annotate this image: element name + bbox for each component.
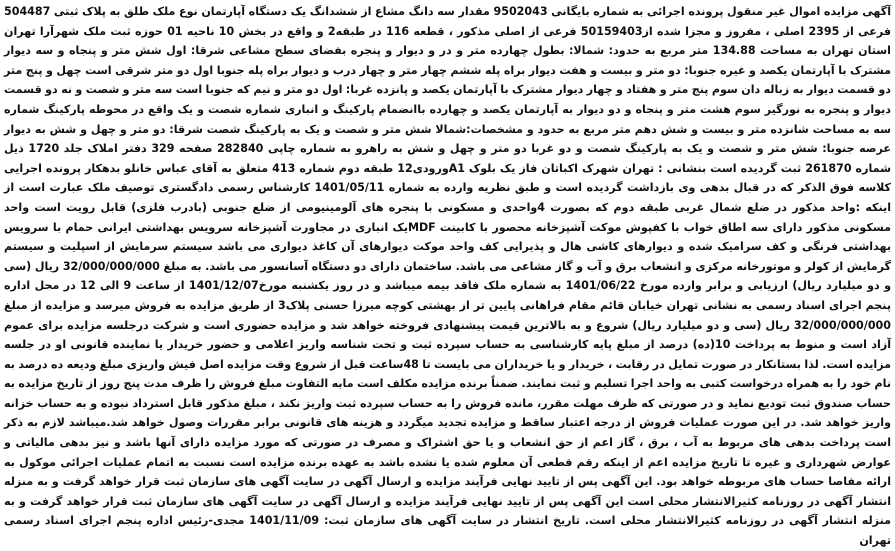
notice-body-text: آگهی مزایده اموال غیر منقول پرونده اجرائی به شماره بایگانی 9502043 مقدار سه دانگ مشاع از ششدانگ یک دستگاه آپارتمان نوع ملک طلق به پلاک ثبتی 504487 فرعی از 2395 اصلی ، مفروز و مجزا شده از50159403 فرعی از اصلی مذکور ، قطعه 116 در طبقه2 و واقع در بخش 10 ناحیه 01 حوزه ثبت ملک شهرآرا تهران استان تهران به مساحت 134.88 متر مربع به حدود: شمالا: بطول چهارده متر و در و دیوار و پنجره بفضای سطح مشاعی شرقا: اول شش متر و پنجاه و سه دیوار مشترک با آپارتمان یکصد و غیره جنوبا: دو متر و بیست و هفت دیوار براه پله ششم چهار متر و چهار درب و دیوار براه پله جنوبا اول دو متر شرقی است چهل و پنج متر دو قسمت دیوار به زباله دان سوم پنج متر و هفتاد و چهار دیوار مشترک با آپارتمان یکصد و پانزده غربا: اول دو متر و نیم که جنوبا است سه متر و شصت و نه دو قسمت دیوار و پنجره به نورگیر سوم هشت متر و پنجاه و دو دیوار به آپارتمان یکصد و چهارده باانضمام پارکینگ و انباری شماره شصت و یک واقع در محوطه پارکینگ شماره سه به مساحت شانزده متر و بیست و شش دهم متر مربع به حدود و مشخصات:شمالا شش متر و شصت و یک به پارکینگ شصت شرقا: دو متر و چهل و شش به دیوار عرصه جنوبا: شش متر و شصت و یک به پارکینگ شصت و دو غربا دو متر و چهل و شش به راهرو به شماره چاپی 282840 صفحه 329 دفتر املاک جلد 1720 ذیل شماره 261870 ثبت گردیده است بنشانی : تهران شهرک اکباتان فاز یک بلوک A1ورودی12 طبقه دوم شماره 413 متعلق به آقای عباس خانلو بدهکار پرونده اجرایی کلاسه فوق الذکر که در قبال بدهی وی بازداشت گردیده است و طبق نظریه وارده به شماره 1401/05/11 کارشناس رسمی دادگستری توصیف ملک عبارت است از اینکه :واحد مذکور در ضلع شمال غربی طبقه دوم که بصورت 4واحدی و مسکونی با پنجره های آلومینیومی از ضلع جنوبی (بادرب فلزی) قابل رویت است واحد مسکونی مذکور دارای سه اطاق خواب با کفپوش موکت آشپزخانه محصور با کابینت MDFیک انباری در مجاورت آشپزخانه سرویس بهداشتی ایرانی حمام با سرویس بهداشتی فرنگی و کف سرامیک شده و دیوارهای کاشی هال و پذیرایی کف واحد موکت دیوارهای آن کاغذ دیواری می باشد سیستم سرمایش از اسپلیت و سیستم گرمایش از کولر و موتورخانه مرکزی و انشعاب برق و آب و گاز مشاعی می باشد. ساختمان دارای دو دستگاه آسانسور می باشد. به مبلغ 32/000/000/000 ریال (سی و دو میلیارد ریال) ارزیابی و برابر وارده مورخ 1401/06/22 به شماره ملک فاقد بیمه میباشد و در روز یکشنبه مورخ1401/12/07 از ساعت 9 الی 12 در محل اداره پنجم اجرای اسناد رسمی به نشانی تهران خیابان قائم مقام فراهانی پایین تر از بهشتی کوچه میرزا حسنی پلاک3 از طریق مزایده به فروش میرسد و مزایده از مبلغ 32/000/000/000 ریال (سی و دو میلیارد ریال) شروع و به بالاترین قیمت پیشنهادی فروخته خواهد شد و مزایده حضوری است و شرکت درجلسه مزایده برای عموم آزاد است و منوط به پرداخت 10(ده) درصد از مبلغ پایه کارشناسی به حساب سپرده ثبت و تحت شناسه واریز اعلامی و حضور خریدار یا نماینده قانونی او در جلسه مزایده است. لذا بستانکار در صورت تمایل در رقابت ، خریدار و یا خریداران می بایست تا 48ساعت قبل از شروع وقت مزایده اصل فیش واریزی مبلغ ودیعه ده درصد به نام خود را به همراه درخواست کتبی به واحد اجرا تسلیم و ثبت نمایند. ضمناً برنده مزایده مکلف است مابه التفاوت مبلغ فروش را ظرف مدت پنج روز از تاریخ مزایده به حساب صندوق ثبت تودیع نماید و در صورتی که ظرف مهلت مقرر، مانده فروش را به حساب سپرده ثبت واریز نکند ، مبلغ مذکور قابل استرداد نبوده و به حساب خزانه واریز خواهد شد. در این صورت عملیات فروش از درجه اعتبار ساقط و مزایده تجدید میگردد و هزینه های قانونی برابر مقررات وصول خواهد شد.میباشد لازم به ذکر است پرداخت بدهی های مربوط به آب ، برق ، گاز اعم از حق انشعاب و یا حق اشتراک و مصرف در صورتی که مورد مزایده دارای آنها باشد و نیز بدهی مالیاتی و عوارض شهرداری و غیره تا تاریخ مزایده اعم از اینکه رقم قطعی آن معلوم شده یا نشده باشد به عهده برنده مزایده است نسبت به اتمام عملیات اجرائی موکول به ارائه مفاصا حساب های مربوطه خواهد بود. این آگهی پس از تایید نهایی فرآیند مزایده و ارسال آگهی در سایت آگهی های سازمان ثبت قرار خواهد گرفت و به منزله انتشار آگهی در روزنامه کثیرالانتشار محلی است این آگهی پس از تایید نهایی فرآیند مزایده و ارسال آگهی در سایت آگهی های سازمان ثبت قرار خواهد گرفت و به منزله انتشار آگهی در روزنامه کثیرالانتشار محلی است. تاریخ انتشار در سایت آگهی های سازمان ثبت: 1401/11/09 مجدی-رئیس اداره پنجم اجرای اسناد رسمی تهران <box>4 5 892 548</box>
